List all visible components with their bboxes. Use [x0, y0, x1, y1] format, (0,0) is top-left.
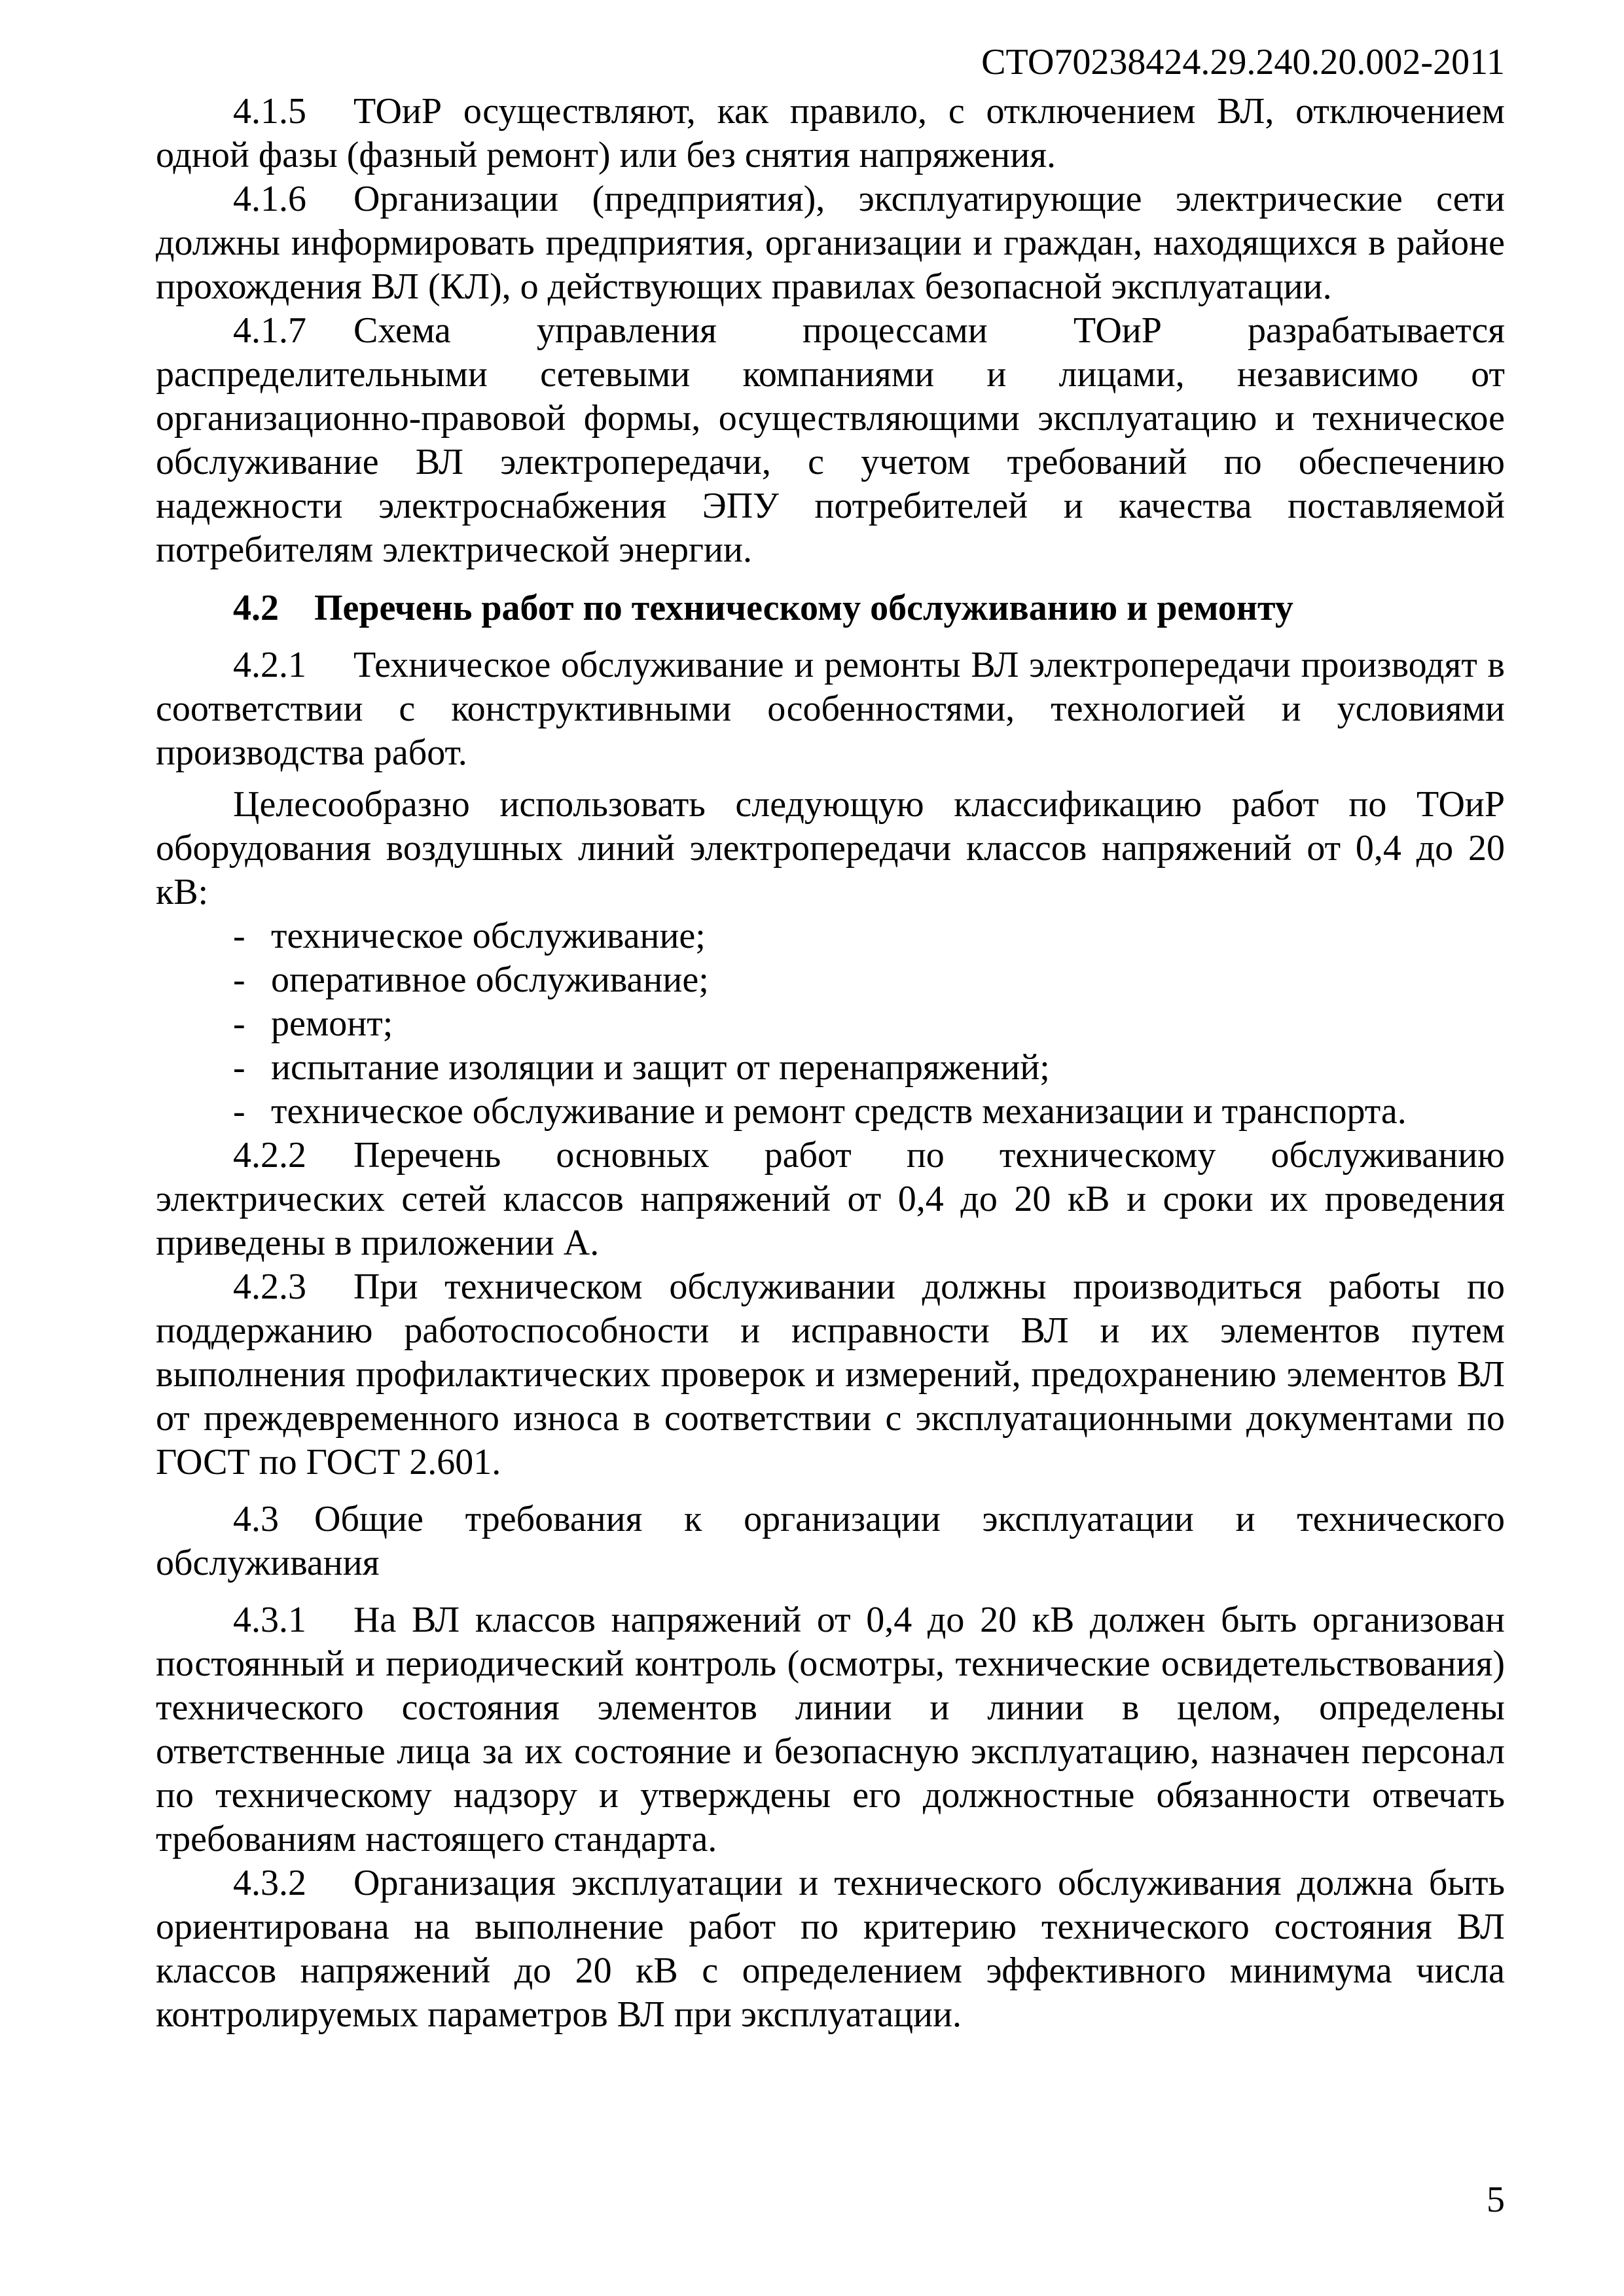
section-number: 4.3: [233, 1499, 279, 1539]
list-item: - оперативное обслуживание;: [233, 958, 1505, 1002]
section-title: Перечень работ по техническому обслуживанию и ремонту: [314, 588, 1293, 628]
clause-text: ТОиР осуществляют, как правило, с отключением ВЛ, отключением одной фазы (фазный ремонт) или без снятия напряжения.: [156, 91, 1505, 175]
clause-number: 4.1.6: [233, 179, 306, 219]
paragraph-4-2-2: [156, 1134, 1505, 1265]
list-item: - техническое обслуживание и ремонт средств механизации и транспорта.: [233, 1090, 1505, 1134]
clause-number: 4.2.1: [233, 645, 306, 685]
section-title: Общие требования к организации эксплуатации и технического обслуживания: [156, 1499, 1505, 1583]
section-number: 4.2: [233, 588, 279, 628]
paragraph-4-1-5: [156, 90, 1505, 177]
paragraph-4-3-1: [156, 1598, 1505, 1861]
clause-text: На ВЛ классов напряжений от 0,4 до 20 кВ должен быть организован постоянный и периодический контроль (осмотры, технические освидетельствования) технического состояния элементов линии и линии в целом, определены ответственные лица за их состояние и безопасную эксплуатацию, назначен персонал по техническому надзору и утверждены его должностные обязанности отвечать требованиям настоящего стандарта.: [156, 1600, 1505, 1859]
clause-number: 4.1.5: [233, 91, 306, 132]
clause-text: Организация эксплуатации и технического обслуживания должна быть ориентирована на выполнение работ по критерию технического состояния ВЛ классов напряжений до 20 кВ с определением эффективного минимума числа контролируемых параметров ВЛ при эксплуатации.: [156, 1863, 1505, 2035]
clause-number: 4.3.2: [233, 1863, 306, 1903]
clause-text: Перечень основных работ по техническому обслуживанию электрических сетей классов напряжений от 0,4 до 20 кВ и сроки их проведения приведены в приложении А.: [156, 1135, 1505, 1263]
clause-number: 4.2.2: [233, 1135, 306, 1175]
clause-text: При техническом обслуживании должны производиться работы по поддержанию работоспособности и исправности ВЛ и их элементов путем выполнения профилактических проверок и измерений, предохранению элементов ВЛ от преждевременного износа в соответствии с эксплуатационными документами по ГОСТ по ГОСТ 2.601.: [156, 1266, 1505, 1482]
clause-number: 4.2.3: [233, 1266, 306, 1307]
clause-text: Техническое обслуживание и ремонты ВЛ электропередачи производят в соответствии с конструктивными особенностями, технологией и условиями производства работ.: [156, 645, 1505, 773]
paragraph-classification: [156, 783, 1505, 914]
list-item: - испытание изоляции и защит от перенапряжений;: [233, 1046, 1505, 1090]
list-item: - техническое обслуживание;: [233, 914, 1505, 958]
paragraph-4-2-3: [156, 1265, 1505, 1484]
work-types-list: [156, 914, 1505, 1134]
paragraph-4-1-6: [156, 177, 1505, 309]
clause-number: 4.1.7: [233, 310, 306, 351]
paragraph-text: Целесообразно использовать следующую классификацию работ по ТОиР оборудования воздушных линий электропередачи классов напряжений от 0,4 до 20 кВ:: [156, 784, 1505, 912]
page-number: 5: [1487, 2179, 1505, 2220]
document-code: СТО70238424.29.240.20.002-2011: [981, 42, 1505, 82]
clause-number: 4.3.1: [233, 1600, 306, 1640]
clause-text: Схема управления процессами ТОиР разрабатывается распределительными сетевыми компаниями и лицами, независимо от организационно-правовой формы, осуществляющими эксплуатацию и техническое обслуживание ВЛ электропередачи, с учетом требований по обеспечению надежности электроснабжения ЭПУ потребителей и качества поставляемой потребителям электрической энергии.: [156, 310, 1505, 570]
paragraph-4-1-7: [156, 309, 1505, 572]
section-heading-4-3: [156, 1498, 1505, 1585]
section-heading-4-2: [156, 586, 1505, 630]
list-item: - ремонт;: [233, 1002, 1505, 1046]
paragraph-4-2-1: [156, 643, 1505, 775]
clause-text: Организации (предприятия), эксплуатирующие электрические сети должны информировать предприятия, организации и граждан, находящихся в районе прохождения ВЛ (КЛ), о действующих правилах безопасной эксплуатации.: [156, 179, 1505, 307]
paragraph-4-3-2: [156, 1861, 1505, 2037]
